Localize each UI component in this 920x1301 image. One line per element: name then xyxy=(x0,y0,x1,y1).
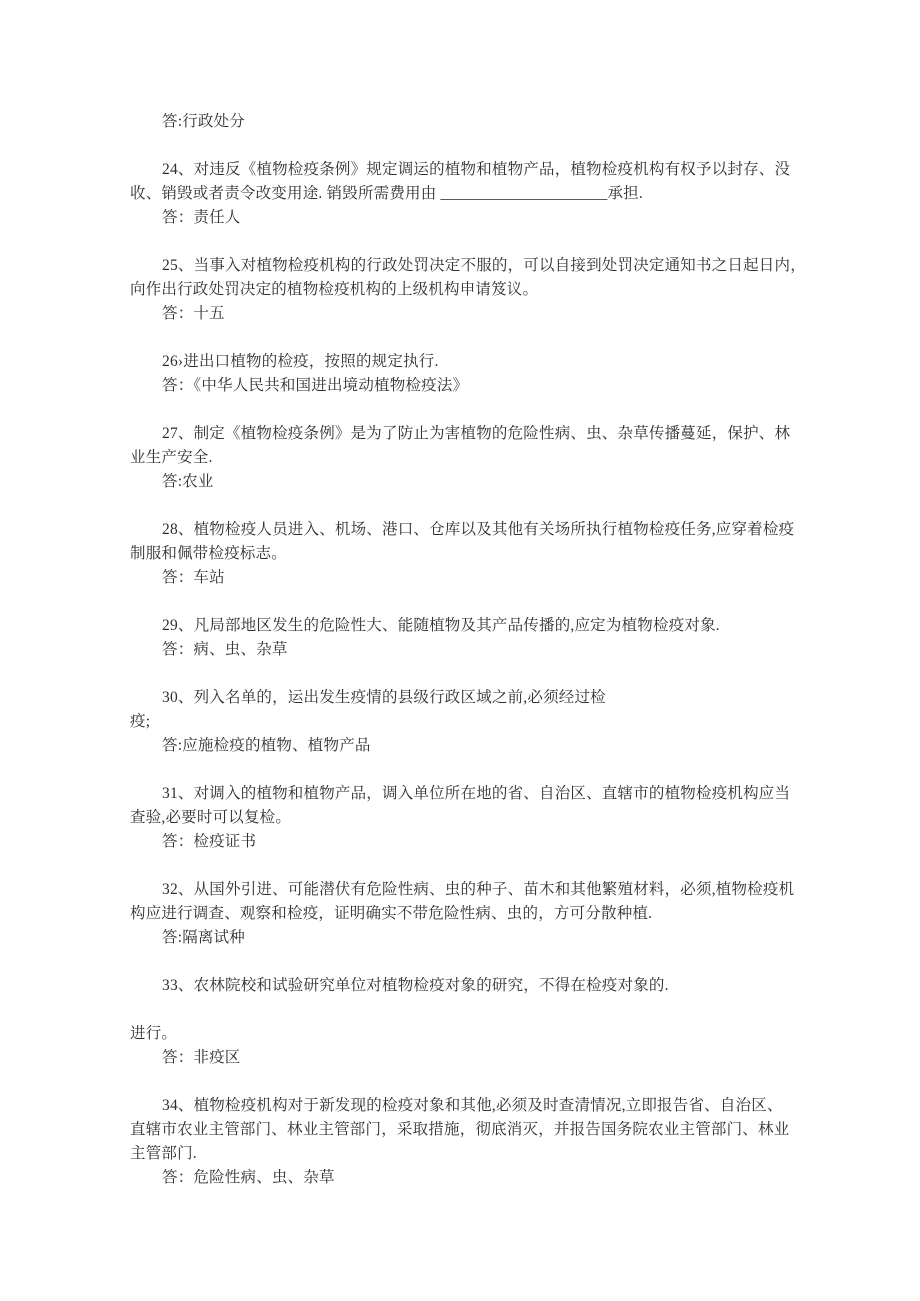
question-line-continued: 制服和佩带检疫标志。 xyxy=(130,545,288,562)
answer-line: 答:应施检疫的植物、植物产品 xyxy=(162,737,371,754)
qa-block-28 xyxy=(130,518,822,590)
answer-line: 答：检疫证书 xyxy=(162,833,257,850)
question-line: 33、农林院校和试验研究单位对植物检疫对象的研究，不得在检疫对象的. xyxy=(162,977,669,994)
question-line-continued: 构应进行调查、观察和检疫，证明确实不带危险性病、虫的，方可分散种植. xyxy=(130,905,653,922)
qa-block-24 xyxy=(130,158,822,230)
question-line: 30、列入名单的，运出发生疫情的县级行政区域之前,必须经过检 xyxy=(162,689,606,706)
question-line: 32、从国外引进、可能潜伏有危险性病、虫的种子、苗木和其他繁殖材料，必须,植物检疫机 xyxy=(162,881,795,898)
question-line: 34、植物检疫机构对于新发现的检疫对象和其他,必须及时查清情况,立即报告省、自治区、 xyxy=(162,1097,783,1114)
question-line-continued: 查验,必要时可以复检。 xyxy=(130,809,292,826)
answer-line: 答：《中华人民共和国进出境动植物检疫法》 xyxy=(162,377,469,394)
answer-line: 答：十五 xyxy=(162,305,225,322)
question-line-continued: 向作出行政处罚决定的植物检疫机构的上级机构申请笈议。 xyxy=(130,281,539,298)
answer-line: 答:行政处分 xyxy=(162,113,246,130)
answer-line: 答：车站 xyxy=(162,569,225,586)
question-line: 24、对违反《植物检疫条例》规定调运的植物和植物产品，植物检疫机构有权予以封存、没 xyxy=(162,161,791,178)
qa-block-27 xyxy=(130,422,822,494)
qa-block-25 xyxy=(130,254,822,326)
question-line: 29、凡局部地区发生的危险性大、能随植物及其产品传播的,应定为植物检疫对象. xyxy=(162,617,720,634)
question-line: 27、制定《植物检疫条例》是为了防止为害植物的危险性病、虫、杂草传播蔓延，保护、林 xyxy=(162,425,791,442)
blank-line xyxy=(130,998,822,1022)
answer-line: 答：非疫区 xyxy=(162,1049,241,1066)
document-body xyxy=(130,110,822,1190)
question-line: 28、植物检疫人员进入、机场、港口、仓库以及其他有关场所执行植物检疫任务,应穿着检疫 xyxy=(162,521,795,538)
qa-block-26 xyxy=(130,350,822,398)
question-line-continued: 收、销毁或者责令改变用途. 销毁所需费用由 _____________________承担. xyxy=(130,185,643,202)
qa-block-32 xyxy=(130,878,822,950)
answer-line: 答:隔离试种 xyxy=(162,929,246,946)
answer-line: 答:农业 xyxy=(162,473,214,490)
qa-block-34 xyxy=(130,1094,822,1190)
question-line: 26›进出口植物的检疫，按照的规定执行. xyxy=(162,353,439,370)
qa-block-33 xyxy=(130,974,822,1070)
answer-line: 答：危险性病、虫、杂草 xyxy=(162,1169,335,1186)
answer-line: 答：病、虫、杂草 xyxy=(162,641,288,658)
question-line-continued: 主管部门. xyxy=(130,1145,197,1162)
qa-block-29 xyxy=(130,614,822,662)
question-line: 25、当事入对植物检疫机构的行政处罚决定不服的，可以自接到处罚决定通知书之日起日内， xyxy=(162,257,806,274)
question-line-continued: 疫; xyxy=(130,713,151,730)
qa-block-31 xyxy=(130,782,822,854)
question-line-continued: 业生产安全. xyxy=(130,449,213,466)
answer-line: 答：责任人 xyxy=(162,209,241,226)
question-line: 31、对调入的植物和植物产品，调入单位所在地的省、自治区、直辖市的植物检疫机构应当 xyxy=(162,785,791,802)
qa-block-30 xyxy=(130,686,822,758)
question-line-continued: 进行。 xyxy=(130,1025,178,1042)
question-line-continued: 直辖市农业主管部门、林业主管部门，采取措施，彻底消灭，并报告国务院农业主管部门、林业 xyxy=(130,1121,790,1138)
qa-block-23-answer xyxy=(130,110,822,134)
